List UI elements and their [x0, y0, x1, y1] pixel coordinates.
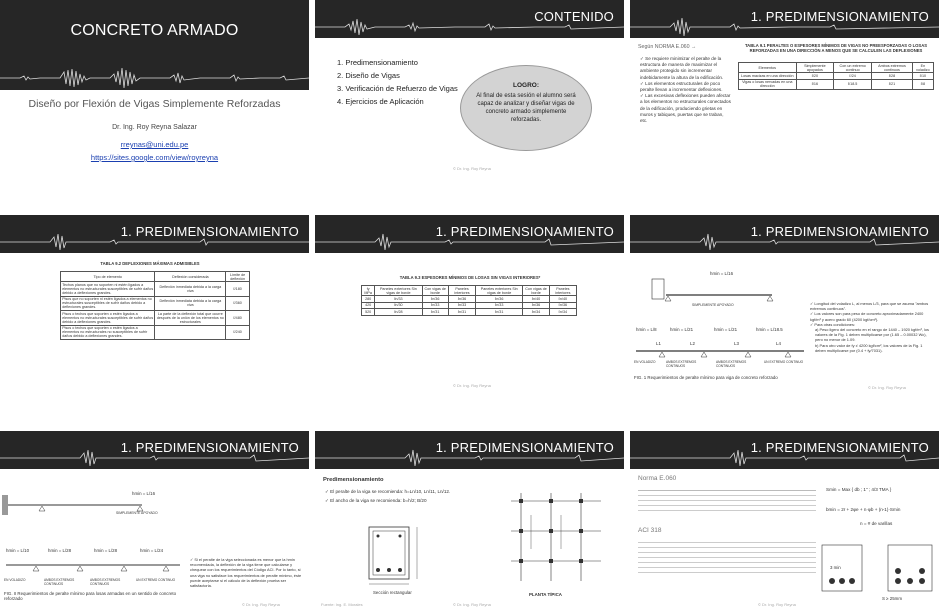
- slide-header: 1. PREDIMENSIONAMIENTO: [120, 440, 299, 455]
- hmin-label: hmin = L/21: [714, 327, 738, 332]
- bullet-item: ✓ El ancho de la viga se recomienda: b=h/2; B/20: [325, 498, 427, 504]
- formula-bmin: bmin = 2r + 2φe + n·φb + (n-1)·Smin: [826, 507, 901, 512]
- contents-list: [337, 56, 458, 108]
- header-band: [315, 0, 624, 38]
- bullet-item: ✓ Los elementos estructurales de poco peralte llevan a incrementar deflexiones.: [640, 80, 723, 93]
- goal-title: LOGRO:: [513, 82, 539, 89]
- contents-item-1[interactable]: 1. Predimensionamiento: [337, 58, 418, 67]
- table-header-row: Elementos Simplemente apoyados Con un extremo continuo Ambos extremos continuos En voladizo: [739, 63, 934, 73]
- floor-plan-diagram: [501, 491, 611, 591]
- seismic-wave-graphic: [315, 231, 624, 253]
- table-header-row: fy MPa Paneles exteriores Sin vigas de borde Con vigas de borde Paneles interiores Paneles exteriores Sin vigas de borde Con vigas de borde Paneles interiores: [362, 286, 577, 296]
- table-caption: TABLA 9.3 ESPESORES MÍNIMOS DE LOSAS SIN VIGAS INTERIORES*: [399, 275, 541, 280]
- slide-header: 1. PREDIMENSIONAMIENTO: [750, 224, 929, 239]
- figure-caption: FIG. 1 Requerimientos de peralte mínimo para viga de concreto reforzado: [634, 375, 778, 380]
- support-label: AMBOS EXTREMOS CONTINUOS: [44, 578, 75, 586]
- header-band: [315, 431, 624, 469]
- check-icon: ✓: [810, 301, 815, 306]
- formula-n: n = # de varillas: [860, 521, 893, 526]
- min-depth-beam-diagram: [632, 265, 808, 371]
- table-header-row: Tipo de elemento Deflexión considerada Límite de deflexión: [61, 272, 250, 282]
- bullet-item: ✓ Se requiere minimizar el peralte de la estructura de manera de maximizar el ambiente protegido sin incrementar indebidamente la altura de la edificación.: [640, 56, 724, 80]
- deflection-table: [60, 271, 250, 340]
- table-caption: TABLA 9.1 PERALTES O ESPESORES MÍNIMOS DE VIGAS NO PREESFORZADAS O LOSAS REFORZADAS EN UNA DIRECCIÓN A MENOS QUE SE CALCULEN LAS DEFLEXIONES: [744, 43, 928, 53]
- table-row: Pisos o techos que soporten o estén ligados a elementos no estructurales no susceptibles de sufrir daños debido a deflexiones grandes. ℓ/240: [61, 325, 250, 339]
- slide-header: 1. PREDIMENSIONAMIENTO: [750, 440, 929, 455]
- support-label: UN EXTREMO CONTINUO: [136, 578, 176, 582]
- hmin-label: hmin = L/16: [132, 491, 156, 496]
- seismic-wave-graphic: [630, 16, 939, 38]
- title-band: [0, 0, 309, 90]
- hmin-label: hmin = L/24: [140, 548, 164, 553]
- beam-section-diagram: [355, 521, 435, 589]
- hmin-label: hmin = L/16: [710, 271, 734, 276]
- support-label: EN VOLADIZO: [4, 578, 26, 582]
- slide-header: CONTENIDO: [534, 9, 614, 24]
- table-row: Pisos o techos que soporten o estén ligados a elementos no estructurales susceptibles de sufrir daños debido a deflexiones grandes. La parte de la deflexión total que ocurre después de la unión de los elementos no estructurales ℓ/480: [61, 311, 250, 325]
- footer-credit: © Dr. Ing. Roy Reyna: [453, 166, 491, 171]
- footer-credit: © Dr. Ing. Roy Reyna: [868, 385, 906, 390]
- bullet-list: [640, 56, 732, 124]
- support-label: UN EXTREMO CONTINUO: [764, 360, 804, 364]
- spacing-label: 3 min: [830, 565, 841, 570]
- slide-header: 1. PREDIMENSIONAMIENTO: [750, 9, 929, 24]
- check-icon: ✓: [325, 489, 331, 494]
- support-label: SIMPLEMENTE APOYADO: [692, 303, 734, 307]
- slide-6-thumbnail[interactable]: [630, 215, 939, 394]
- check-icon: ✓: [325, 498, 331, 504]
- slide-subtitle: Diseño por Flexión de Vigas Simplemente Reforzadas: [28, 98, 281, 110]
- aci-text-block: [638, 538, 816, 594]
- support-label: AMBOS EXTREMOS CONTINUOS: [716, 360, 747, 368]
- bullet-item: ✓ Si el peralte de la viga seleccionada es menor que la hmin recomendada, la deflexión de la viga tiene que calcularse y chequear con los requerimientos del Código ACI. Por lo tanto, si una viga no satisface los requerimientos de peralte mínimo, éste puede aceptarse si el cálculo de la deflexión prueba ser satisfactoria.: [190, 557, 302, 589]
- bullet-item: ✓ El peralte de la viga se recomienda: h=Ln/10, Ln/11, Ln/12.: [325, 489, 451, 494]
- header-band: [0, 431, 309, 469]
- contents-item-4[interactable]: 4. Ejercicios de Aplicación: [337, 97, 424, 106]
- contents-item-2[interactable]: 2. Diseño de Vigas: [337, 71, 400, 80]
- span-label: L2: [690, 341, 695, 346]
- goal-text: Al final de esta sesión el alumno será capaz de analizar y diseñar vigas de concreto armado simplemente reforzadas.: [476, 93, 576, 123]
- min-thickness-table: [738, 62, 934, 90]
- hmin-label: hmin = L/28: [94, 548, 118, 553]
- norma-label: Según NORMA E.060 →: [638, 44, 697, 50]
- hmin-label: hmin = L/18.5: [756, 327, 783, 332]
- norma-label: Norma E.060: [638, 475, 677, 482]
- table-row: Vigas o losas nervadas en una dirección ℓ/16 ℓ/18.5 ℓ/21 ℓ/8: [739, 79, 934, 89]
- table-row: Techos planos que no soporten ni estén ligados a elementos no estructurales susceptibles de sufrir daños debido a deflexiones grandes. Deflexión inmediata debida a la carga viva ℓ/180: [61, 282, 250, 296]
- seismic-wave-graphic: [630, 231, 939, 253]
- section-label: Sección rectangular: [373, 590, 412, 595]
- span-label: L1: [656, 341, 661, 346]
- figure-caption: FIG. II Requerimientos de peralte mínimo para losas armadas en un sentido de concreto reforzado: [4, 591, 177, 601]
- footer-credit: © Dr. Ing. Roy Reyna: [453, 602, 491, 607]
- support-label: EN VOLADIZO: [634, 360, 656, 364]
- slide-1-thumbnail[interactable]: [0, 0, 309, 179]
- support-label: AMBOS EXTREMOS CONTINUOS: [666, 360, 697, 368]
- website-link[interactable]: https://sites.google.com/view/royreyna: [90, 153, 219, 162]
- learning-goal-cloud: [461, 66, 591, 150]
- aci-label: ACI 318: [638, 527, 662, 534]
- formula-smin: Smin = Max { db ; 1" ; 4/3 TMA }: [826, 487, 892, 492]
- min-depth-slab-diagram: [2, 477, 184, 587]
- header-band: [630, 215, 939, 253]
- check-icon: ✓: [640, 93, 646, 99]
- slide-4-thumbnail[interactable]: [0, 215, 309, 394]
- bullet-item: ✓ Las excesivas deflexiones pueden afectar a los elementos no estructurales conectados de la edificación, produciendo grietas en muros y tabiques, puertas que se traban, etc.: [640, 93, 731, 124]
- bullet-item: ✓ Longitud del voladizo L, al menos L/3, para que se asuma "ambos extremos continuos".: [810, 301, 929, 312]
- author-name: Dr. Ing. Roy Reyna Salazar: [112, 124, 197, 131]
- bullet-list: [325, 489, 505, 504]
- bullet-item: ✓ Para otras condiciones:: [810, 321, 856, 327]
- contents-item-3[interactable]: 3. Verificación de Refuerzo de Vigas: [337, 84, 458, 93]
- slide-8-thumbnail[interactable]: [315, 431, 624, 610]
- check-icon: ✓: [190, 557, 195, 562]
- sub-item: b) Para otro valor de fy ≠ 4200 kgf/cm², los valores de la Fig. 1 deben multiplicarse por (0.4 + fy/7031).: [815, 342, 923, 353]
- header-band: [315, 215, 624, 253]
- hmin-label: hmin = L/28: [48, 548, 72, 553]
- slide-9-thumbnail[interactable]: [630, 431, 939, 610]
- sub-item: a) Peso ligero del concreto en el rango de 1440 – 1920 kgf/m³, los valores de la Fig. 1 deben multiplicarse por (1.65 – 0.00032 Wc), pero no menor de 1.09.: [815, 327, 929, 343]
- subheader: Predimensionamiento: [323, 477, 384, 483]
- bullet-list: [810, 301, 934, 353]
- seismic-wave-graphic: [0, 231, 309, 253]
- spacing-label: S ≥ 25mm: [882, 596, 902, 601]
- seismic-wave-graphic: [0, 66, 309, 90]
- slide-header: 1. PREDIMENSIONAMIENTO: [435, 224, 614, 239]
- header-band: [0, 215, 309, 253]
- slab-thickness-table: [361, 285, 577, 316]
- slide-7-thumbnail[interactable]: [0, 431, 309, 610]
- check-icon: ✓: [640, 56, 646, 61]
- table-row: Losas macizas en una dirección ℓ/20 ℓ/24 ℓ/28 ℓ/10: [739, 73, 934, 79]
- slide-header: 1. PREDIMENSIONAMIENTO: [435, 440, 614, 455]
- table-row: 420 ℓn/30 ℓn/33 ℓn/33 ℓn/33 ℓn/36 ℓn/36: [362, 302, 577, 308]
- support-label: AMBOS EXTREMOS CONTINUOS: [90, 578, 121, 586]
- slide-3-thumbnail[interactable]: [630, 0, 939, 179]
- seismic-wave-graphic: [315, 16, 624, 38]
- slide-header: 1. PREDIMENSIONAMIENTO: [120, 224, 299, 239]
- email-link[interactable]: rreynas@uni.edu.pe: [120, 140, 189, 149]
- table-row: 280 ℓn/33 ℓn/36 ℓn/36 ℓn/36 ℓn/40 ℓn/40: [362, 296, 577, 302]
- span-label: L3: [734, 341, 739, 346]
- slide-5-thumbnail[interactable]: [315, 215, 624, 394]
- header-band: [630, 431, 939, 469]
- footer-credit: © Dr. Ing. Roy Reyna: [242, 602, 280, 607]
- seismic-wave-graphic: [315, 447, 624, 469]
- hmin-label: hmin = L/10: [6, 548, 30, 553]
- check-icon: ✓: [640, 80, 646, 86]
- slide-2-thumbnail[interactable]: [315, 0, 624, 179]
- seismic-wave-graphic: [630, 447, 939, 469]
- header-band: [630, 0, 939, 38]
- hmin-label: hmin = L/8: [636, 327, 657, 332]
- footer-credit: © Dr. Ing. Roy Reyna: [453, 383, 491, 388]
- norma-text-block: [638, 486, 816, 522]
- seismic-wave-graphic: [0, 447, 309, 469]
- check-icon: ✓: [810, 321, 815, 327]
- footer-credit: © Dr. Ing. Roy Reyna: [758, 602, 796, 607]
- table-row: Pisos que no soporten ni estén ligados a elementos no estructurales susceptibles de sufrir daños debido a deflexiones grandes. Deflexión inmediata debida a la carga viva ℓ/360: [61, 296, 250, 310]
- hmin-label: hmin = L/21: [670, 327, 694, 332]
- slide-title: CONCRETO ARMADO: [70, 22, 239, 39]
- table-row: 520 ℓn/28 ℓn/31 ℓn/31 ℓn/31 ℓn/34 ℓn/34: [362, 309, 577, 315]
- source-note: Fuente: Ing. E. Morales: [321, 602, 363, 607]
- table-caption: TABLA 9.2 DEFLEXIONES MÁXIMAS ADMISIBLES: [100, 261, 200, 266]
- span-label: L4: [776, 341, 781, 346]
- plan-label: PLANTA TÍPICA: [529, 592, 562, 597]
- bullet-item: ✓ Los valores son para peso de concreto aproximadamente 2400 kgf/m³ y acero grado 60 (4200 kgf/cm²).: [810, 311, 924, 322]
- support-label: SIMPLEMENTE APOYADO: [116, 511, 158, 515]
- check-icon: ✓: [810, 311, 815, 317]
